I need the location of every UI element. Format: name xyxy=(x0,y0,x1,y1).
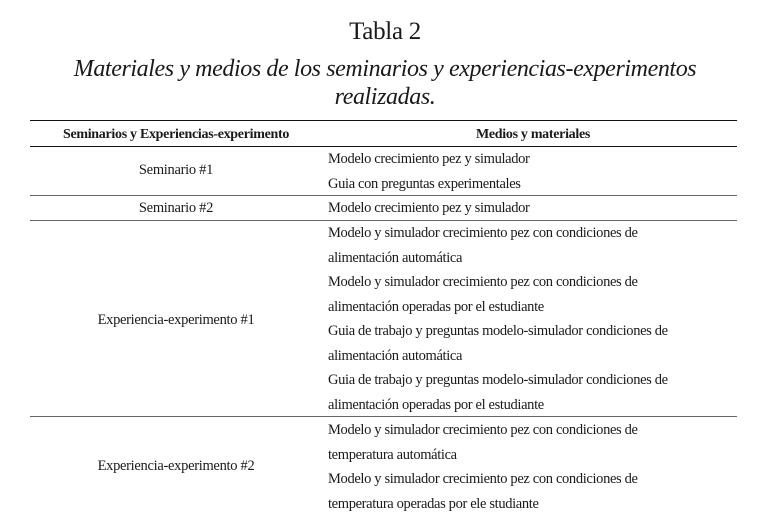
row-label: Seminario #2 xyxy=(138,200,214,216)
row-items xyxy=(328,147,738,196)
table-top-rule xyxy=(30,120,737,121)
row-items xyxy=(328,221,738,417)
list-item: Guia de trabajo y preguntas modelo-simulador condiciones de xyxy=(328,323,668,339)
list-item: Modelo crecimiento pez y simulador xyxy=(328,200,530,216)
row-items xyxy=(328,196,738,221)
row-label: Experiencia-experimento #2 xyxy=(97,458,255,474)
list-item: alimentación operadas por el estudiante xyxy=(328,396,544,413)
row-label: Seminario #1 xyxy=(138,162,214,178)
list-item: temperatura automática xyxy=(328,446,457,463)
list-item: Modelo y simulador crecimiento pez con condiciones de xyxy=(328,225,638,241)
list-item: Modelo y simulador crecimiento pez con condiciones de xyxy=(328,471,638,487)
list-item: temperatura operadas por ele studiante xyxy=(328,495,539,512)
row-label: Experiencia-experimento #1 xyxy=(97,312,255,328)
column-header-sessions: Seminarios y Experiencias-experimento xyxy=(62,127,290,142)
list-item: Modelo y simulador crecimiento pez con condiciones de xyxy=(328,274,638,290)
list-item: Modelo crecimiento pez y simulador xyxy=(328,151,530,167)
list-item: alimentación operadas por el estudiante xyxy=(328,298,544,315)
table-caption-line-1: Materiales y medios de los seminarios y experiencias-experimentos xyxy=(73,56,697,82)
row-items xyxy=(328,418,738,516)
list-item: Guia de trabajo y preguntas modelo-simulador condiciones de xyxy=(328,372,668,388)
table-caption-line-2: realizadas. xyxy=(334,84,436,110)
column-header-materials: Medios y materiales xyxy=(475,127,591,142)
list-item: alimentación automática xyxy=(328,249,463,266)
list-item: Guia con preguntas experimentales xyxy=(328,175,521,192)
table-number: Tabla 2 xyxy=(349,18,421,45)
table-caption xyxy=(20,55,750,111)
list-item: Modelo y simulador crecimiento pez con condiciones de xyxy=(328,422,638,438)
list-item: alimentación automática xyxy=(328,347,463,364)
